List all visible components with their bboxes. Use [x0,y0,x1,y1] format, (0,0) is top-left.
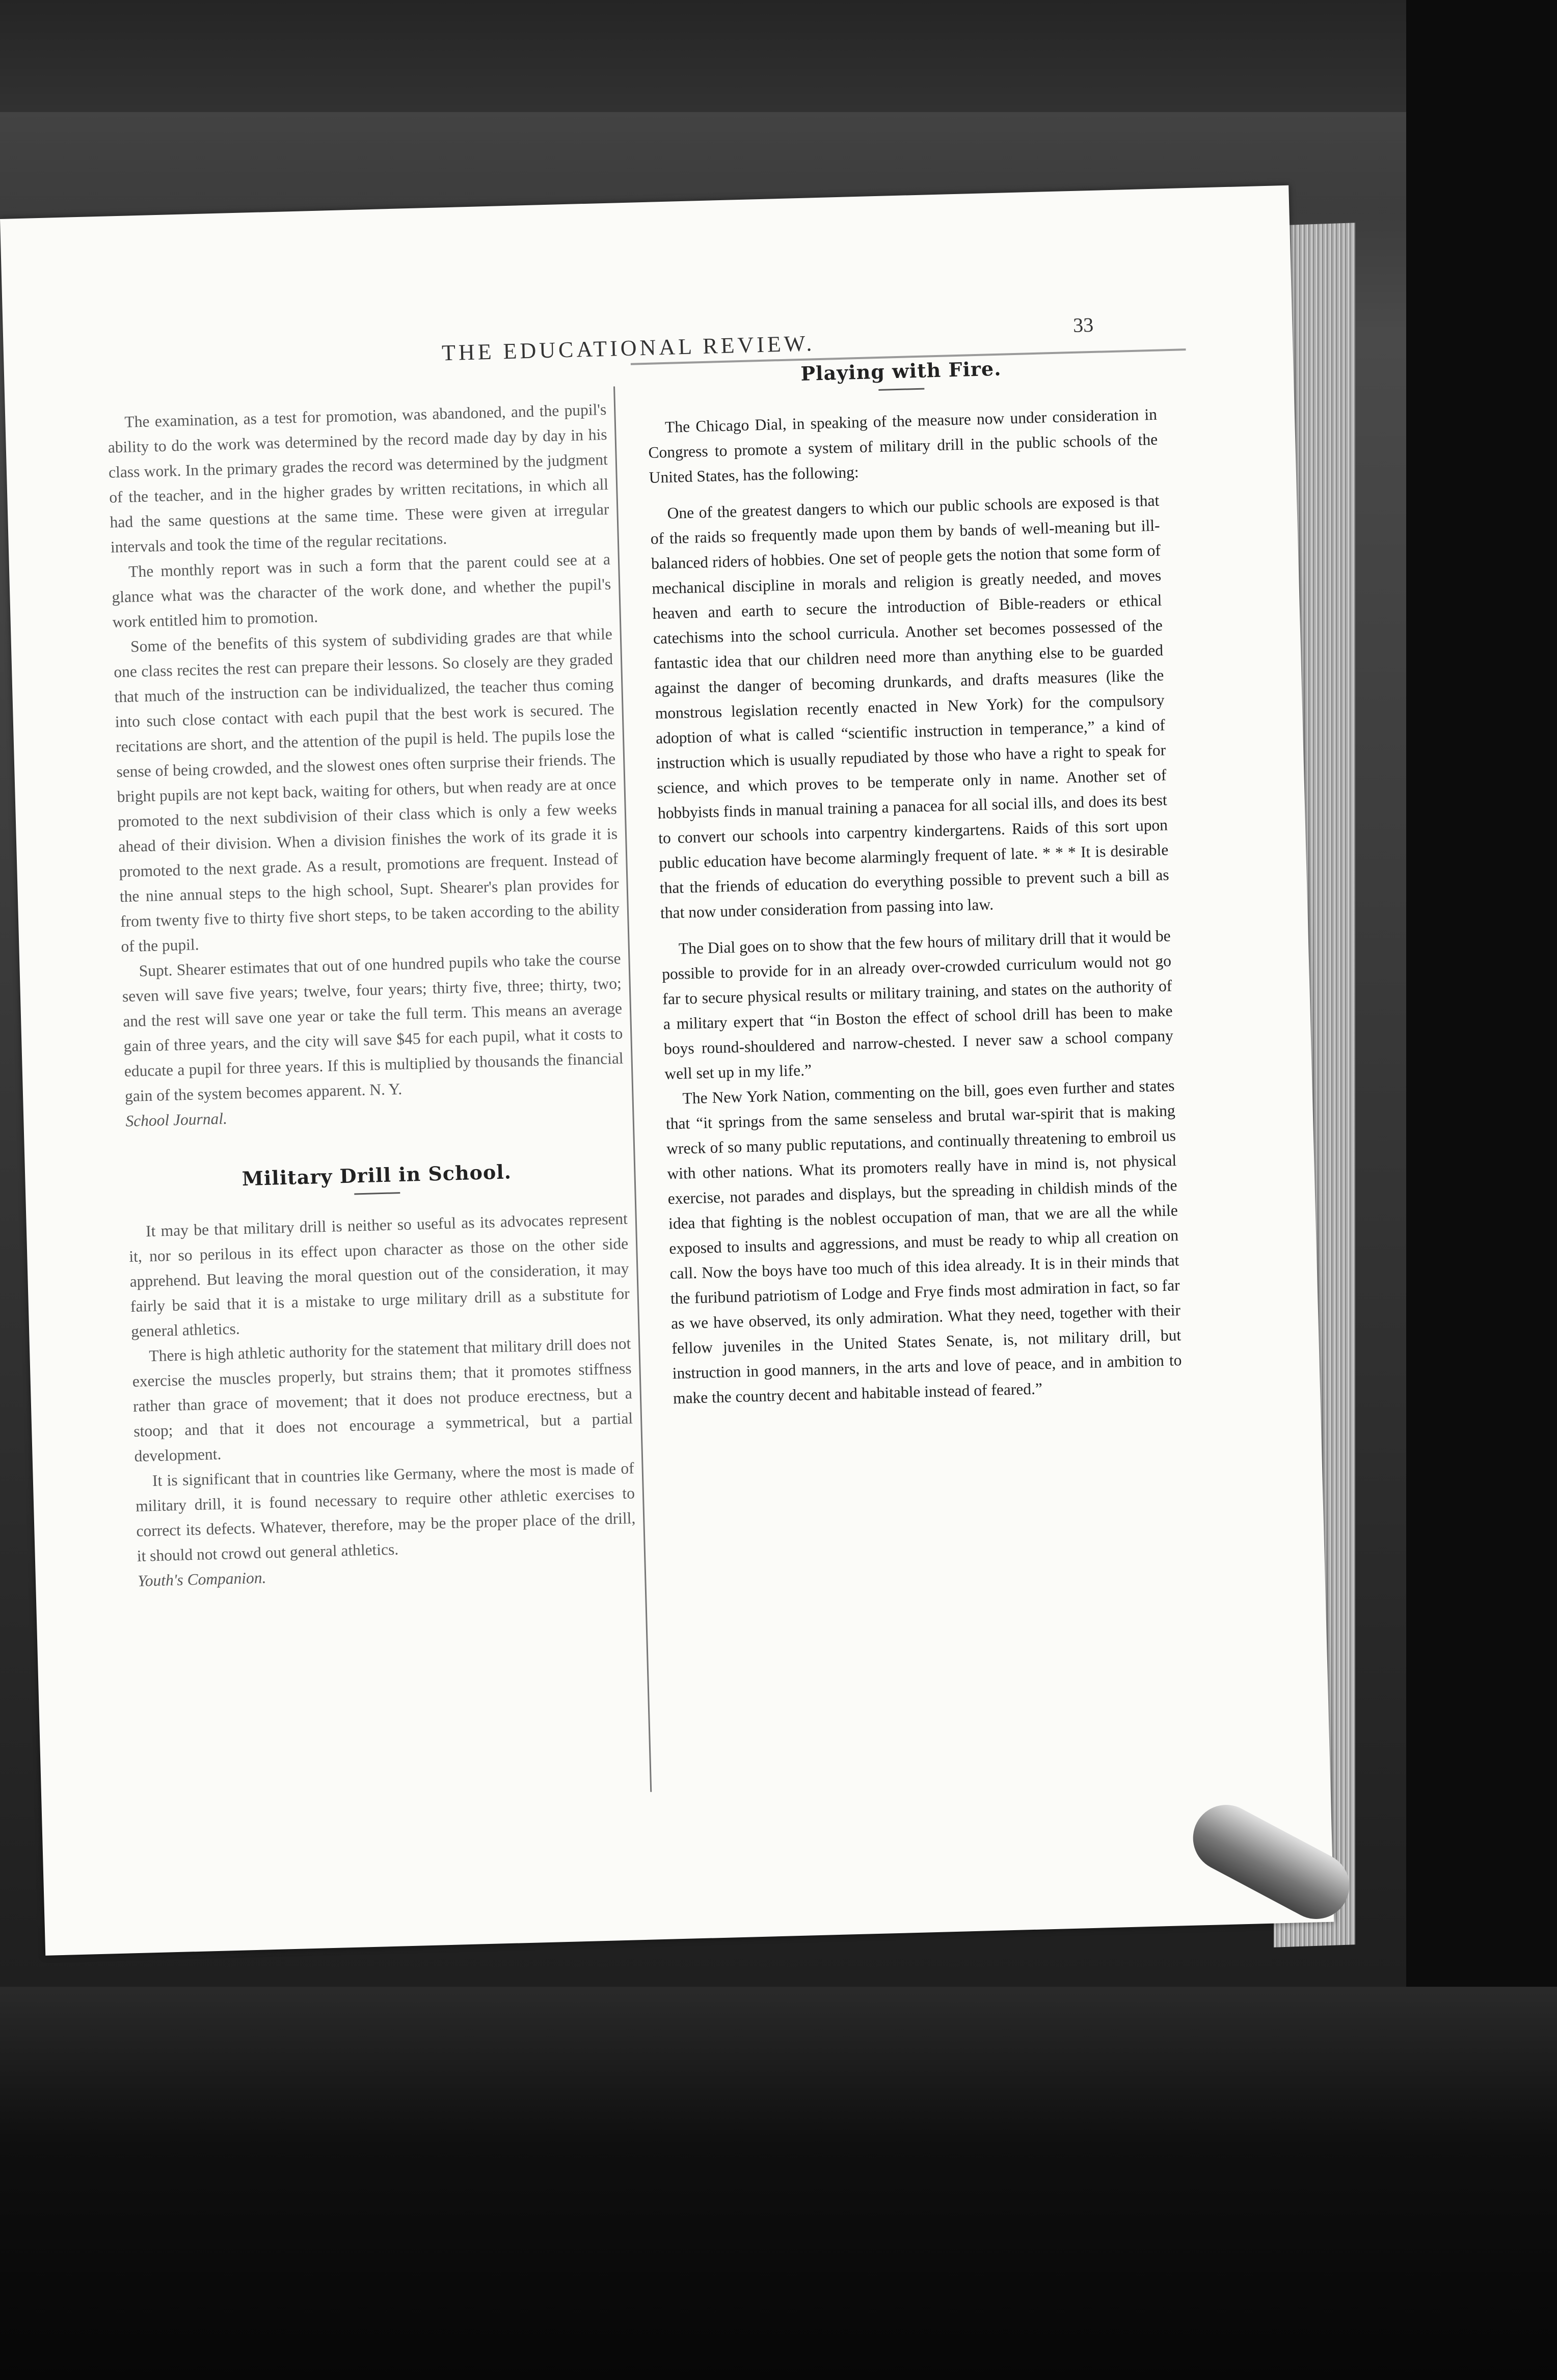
paragraph: The New York Nation, commenting on the bill, goes even further and states that “it springs from the same senseless and brutal war-spirit that is making wreck of so many public reputations, and continually threatening to embroil us with other nations. What its promoters really have in mind is, not physical exercise, not parades and displays, but the spreading in childish minds of the idea that fighting is the noblest occupation of man, that we are all the while exposed to insults and aggressions, and must be ready to whip all creation on call. Now the boys have too much of this idea already. It is in their minds that the furibund patriotism of Lodge and Frye finds most admiration in fact, so far as we have observed, its only admiration. What they need, together with their fellow juveniles in the United States Senate, is, not military drill, but instruction in good manners, in the arts and love of peace, and in ambition to make the country decent and habitable instead of feared.” [665,1076,1182,1408]
article-title-military-drill: Military Drill in School. [241,1160,512,1191]
running-head: THE EDUCATIONAL REVIEW. [441,331,815,366]
paragraph: The Dial goes on to show that the few hours of military drill that it would be possible to provide for in an already over-crowded curriculum would not go far to secure physical results or military training, and states on the authority of a military expert that “in Boston the effect of school drill has been to make boys round-shouldered and narrow-chested. I never saw a school company well set up in my life.” [661,927,1174,1083]
paragraph: The examination, as a test for promotion, was abandoned, and the pupil's ability to do the work was determined by the record made day by day in his class work. In the primary grades the record was determined by the judgment of the teacher, and in the higher grades by written recitations, in which all had the same questions at the same time. These were given at irregular intervals and took the time of the regular recitations. [108,400,609,556]
paragraph: The monthly report was in such a form that the parent could see at a glance what was the character of the work done, and whether the pupil's work entitled him to promotion. [112,550,611,631]
article-title-playing-with-fire: Playing with Fire. [800,357,1002,385]
source-citation: Youth's Companion. [137,1568,266,1590]
left-column [107,397,637,1593]
title-rule [878,388,924,391]
paragraph: The Chicago Dial, in speaking of the measure now under consideration in Congress to promote a system of military drill in the public schools of the United States, has the following: [648,405,1158,486]
paragraph: Supt. Shearer estimates that out of one hundred pupils who take the course seven will save five years; twelve, four years; thirty five, three; thirty, two; and the rest will save one year or take the full term. This means an average gain of three years, and the city will save $45 for each pupil, what it costs to educate a pupil for three years. If this is multiplied by thousands the financial gain of the system becomes apparent. N. Y. [122,949,624,1105]
quoted-paragraph: One of the greatest dangers to which our public schools are exposed is that of the raids so frequently made upon them by bands of well-meaning but ill-balanced riders of hobbies. One set of people gets the notion that some form of mechanical discipline in morals and religion is greatly needed, and moves heaven and earth to secure the introduction of Bible-readers or ethical catechisms into the school curricula. Another set becomes possessed of the fantastic idea that our children need more than anything else to be guarded against the danger of becoming drunkards, and drafts measures (like the monstrous legislation recently enacted in New York) for the compulsory adoption of what is called “scientific instruction in temperance,” a kind of instruction which is usually repudiated by those who have a right to speak for science, and which proves to be temperate only in name. Another set of hobbyists finds in manual training a panacea for all social ills, and does its best to convert our schools into carpentry kindergartens. Raids of this sort upon public education have become alarmingly frequent of late. * * * It is desirable that the friends of education do everything possible to prevent such a bill as that now under consideration from passing into law. [650,491,1169,922]
title-rule [354,1192,400,1195]
book-page [0,185,1334,1956]
paragraph: There is high athletic authority for the statement that military drill does not exercise the muscles properly, but strains them; that it promotes stiffness rather than grace of movement; that it does not produce erectness, but a stoop; and that it does not encourage a symmetrical, but a partial development. [132,1334,633,1465]
paragraph: It is significant that in countries like Germany, where the most is made of military drill, it is found necessary to require other athletic exercises to correct its defects. Whatever, therefore, may be the proper place of the drill, it should not crowd out general athletics. [135,1459,636,1565]
source-citation: School Journal. [125,1109,228,1130]
paragraph: It may be that military drill is neither so useful as its advocates represent it, nor so perilous in its effect upon character as those on the other side apprehend. But leaving the moral question out of the consideration, it may fairly be said that it is a mistake to urge military drill as a substitute for general athletics. [128,1209,630,1341]
paragraph: Some of the benefits of this system of subdividing grades are that while one class recites the rest can prepare their lessons. So closely are they graded that much of the instruction can be individualized, the teacher thus coming into such close contact with each pupil that the best work is secured. The recitations are short, and the attention of the pupil is held. The pupils lose the sense of being crowded, and the slowest ones often surprise their friends. The bright pupils are not kept back, waiting for others, but when ready are at once promoted to the next subdivision of their class which is only a few weeks ahead of their division. When a division finishes the work of its grade it is promoted to the next grade. As a result, promotions are frequent. Instead of the nine annual steps to the high school, Supt. Shearer's plan provides for from twenty five to thirty five short steps, to be taken according to the ability of the pupil. [113,625,620,956]
bottom-shadow [0,1987,1557,2380]
right-column [646,352,1183,1411]
page-number: 33 [1072,313,1094,337]
